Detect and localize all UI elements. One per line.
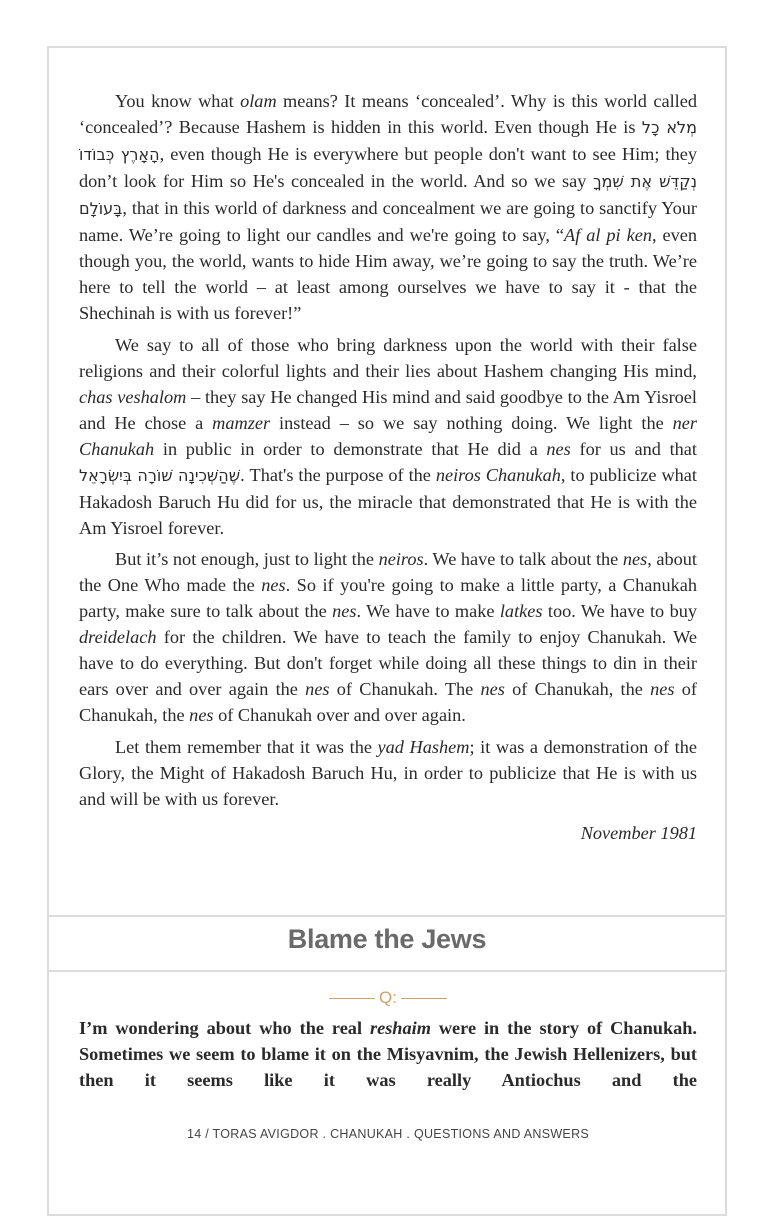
text-run: . We have to talk about the [423, 549, 623, 569]
italic-term: nes [305, 679, 330, 699]
page-footer: 14 / TORAS AVIGDOR . CHANUKAH . QUESTIONS AND ANSWERS [186, 1127, 590, 1141]
italic-term: ner Chanukah [79, 412, 698, 459]
text-run: means? It means ‘concealed’. Why is this world called ‘concealed’? Because Hashem is hidden in this world. Even though He is [79, 91, 697, 137]
text-run: – they say He changed His mind and said goodbye to the Am Yisroel and He chose a [79, 386, 697, 433]
italic-term: reshaim [369, 1018, 431, 1038]
italic-term: dreidelach [79, 627, 157, 647]
italic-term: nes [546, 438, 571, 459]
text-run: of Chanukah, the [79, 679, 697, 725]
italic-term: nes [261, 575, 286, 595]
italic-term: nes [189, 705, 214, 725]
text-run: , about the One Who made the [79, 549, 697, 595]
italic-term: olam [240, 91, 277, 111]
text-run: instead – so we say nothing doing. We light the [270, 412, 673, 433]
text-run: I’m wondering about who the real [79, 1018, 370, 1038]
text-run: , even though you, the world, wants to hide Him away, we’re going to say the truth. We’re here to tell the world – at least among ourselves we have to say it - that the Shechinah is with us forever!” [79, 225, 698, 323]
article-body [79, 88, 697, 846]
text-run: But it’s not enough, just to light the [115, 549, 379, 569]
text-run: in public in order to demonstrate that He did a [154, 438, 547, 459]
question-label: Q: [379, 988, 397, 1007]
section-divider-bottom [47, 970, 727, 972]
italic-term: yad Hashem [377, 736, 470, 757]
italic-term: latkes [499, 601, 543, 621]
text-run: . That's the purpose of the [240, 464, 436, 485]
question-text [79, 1015, 697, 1093]
text-run: for us and that [570, 438, 697, 459]
article-date: November 1981 [580, 822, 697, 843]
hebrew-phrase: מְלֹא כָל הָאָרֶץ כְּבוֹדוֹ [79, 118, 698, 164]
paragraph [79, 734, 697, 812]
text-run: We say to all of those who bring darkness upon the world with their false religions and their colorful lights and their lies about Hashem changing His mind, [79, 334, 697, 381]
text-run: ; it was a demonstration of the Glory, the Might of Hakadosh Baruch Hu, in order to publicize that He is with us and will be with us forever. [79, 736, 697, 809]
hebrew-phrase: שֶׁהַשְּׁכִינָה שׁוֹרָה בְּיִשְׂרָאֵל [79, 465, 241, 485]
text-run: You know what [115, 91, 241, 111]
section-title: Blame the Jews [287, 924, 487, 954]
italic-term: neiros [378, 549, 424, 569]
question-marker [0, 988, 776, 1008]
section-divider-top [47, 915, 727, 917]
italic-term: nes [622, 549, 648, 569]
italic-term: mamzer [212, 412, 271, 433]
paragraph [79, 546, 697, 728]
italic-term: chas veshalom [79, 386, 187, 407]
paragraph [79, 88, 697, 326]
text-run: of Chanukah over and over again. [213, 705, 466, 725]
italic-term: nes [480, 679, 505, 699]
italic-term: Af al pi ken [564, 225, 652, 245]
text-run: . So if you're going to make a little party, a Chanukah party, make sure to talk about the [79, 575, 697, 621]
hebrew-phrase: נְקַדֵּשׁ אֶת שִׁמְךָ בָּעוֹלָם [79, 172, 697, 218]
text-run: too. We have to buy [542, 601, 697, 621]
text-run: , that in this world of darkness and concealment we are going to sanctify Your name. We’re going to light our candles and we're going to say, “ [79, 198, 697, 245]
text-run: for the children. We have to teach the family to enjoy Chanukah. We have to do everything. But don't forget while doing all these things to din in their ears over and over again the [79, 627, 697, 699]
text-run: , even though He is everywhere but people don't want to see Him; they don’t look for Him so He's concealed in the world. And so we say [79, 144, 697, 191]
italic-term: neiros Chanukah [435, 464, 561, 485]
italic-term: nes [332, 601, 357, 621]
text-run: . We have to make [356, 601, 500, 621]
text-run: were in the story of Chanukah. Sometimes we seem to blame it on the Misyavnim, the Jewish Hellenizers, but then it seems like it was really Antiochus and the [79, 1018, 697, 1090]
ornament-line-right [401, 998, 447, 1000]
text-run: Let them remember that it was the [115, 736, 378, 757]
paragraph [79, 332, 697, 541]
text-run: of Chanukah, the [504, 679, 651, 699]
text-run: of Chanukah. The [329, 679, 481, 699]
ornament-line-left [329, 998, 375, 1000]
article-paragraphs [79, 88, 697, 812]
italic-term: nes [650, 679, 675, 699]
text-run: , to publicize what Hakadosh Baruch Hu did for us, the miracle that demonstrated that He is with the Am Yisroel forever. [79, 464, 697, 538]
